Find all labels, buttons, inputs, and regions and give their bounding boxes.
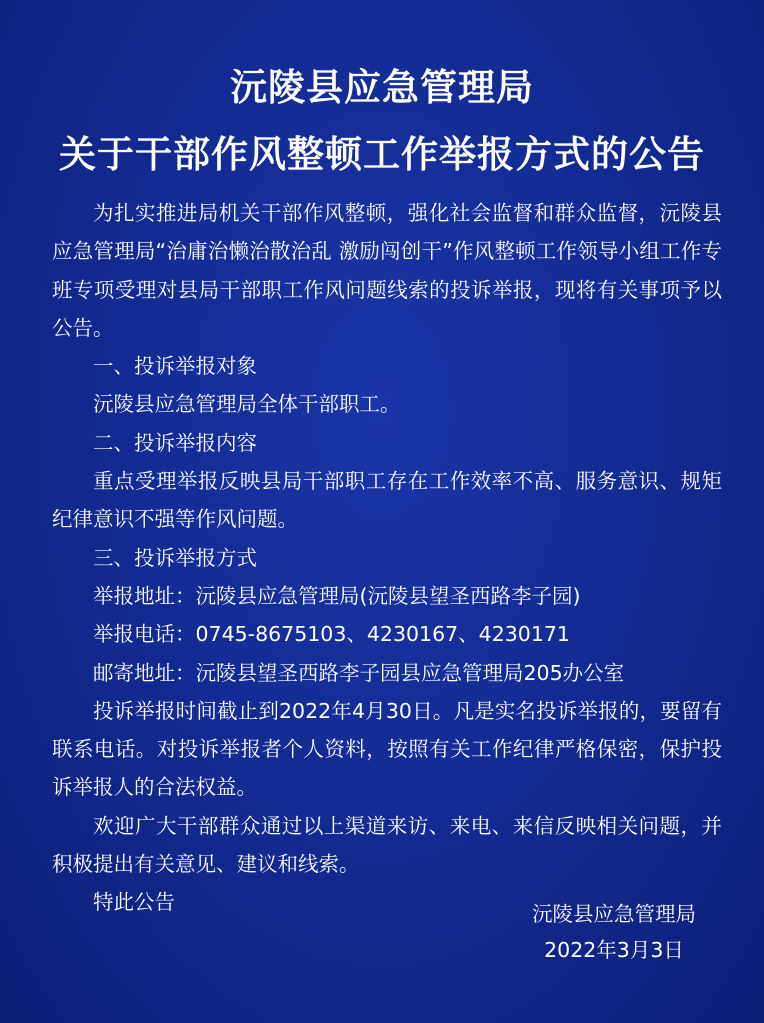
signature-block bbox=[532, 896, 696, 968]
deadline-paragraph: 投诉举报时间截止到2022年4月30日。凡是实名投诉举报的，要留有联系电话。对投诉举报者个人资料，按照有关工作纪律严格保密，保护投诉举报人的合法权益。 bbox=[52, 698, 722, 800]
section-heading-targets: 一、投诉举报对象 bbox=[93, 354, 257, 379]
intro-paragraph: 为扎实推进局机关干部作风整顿，强化社会监督和群众监督，沅陵县应急管理局“治庸治懒治散治乱 激励闯创干”作风整顿工作领导小组工作专班专项受理对县局干部职工作风问题线索的投诉举报，现将有关事项予以公告。 bbox=[52, 201, 722, 340]
notice-title-line-2: 关于干部作风整顿工作举报方式的公告 bbox=[59, 133, 705, 176]
signature-organization: 沅陵县应急管理局 bbox=[532, 902, 696, 926]
notice-title-line-1: 沅陵县应急管理局 bbox=[230, 66, 534, 109]
content-paragraph: 重点受理举报反映县局干部职工存在工作效率不高、服务意识、规矩纪律意识不强等作风问题。 bbox=[52, 469, 722, 532]
mailing-address: 邮寄地址：沅陵县望圣西路李子园县应急管理局205办公室 bbox=[93, 660, 625, 685]
targets-paragraph: 沅陵县应急管理局全体干部职工。 bbox=[93, 392, 401, 417]
report-phone: 举报电话：0745-8675103、4230167、4230171 bbox=[93, 622, 570, 647]
welcome-paragraph: 欢迎广大干部群众通过以上渠道来访、来电、来信反映相关问题，并积极提出有关意见、建议和线索。 bbox=[52, 813, 722, 877]
signature-date: 2022年3月3日 bbox=[544, 938, 684, 962]
section-heading-content: 二、投诉举报内容 bbox=[93, 430, 257, 455]
section-heading-methods: 三、投诉举报方式 bbox=[93, 545, 257, 570]
report-address: 举报地址：沅陵县应急管理局(沅陵县望圣西路李子园) bbox=[93, 583, 581, 608]
closing-phrase: 特此公告 bbox=[93, 890, 175, 915]
notice-body bbox=[52, 194, 722, 922]
